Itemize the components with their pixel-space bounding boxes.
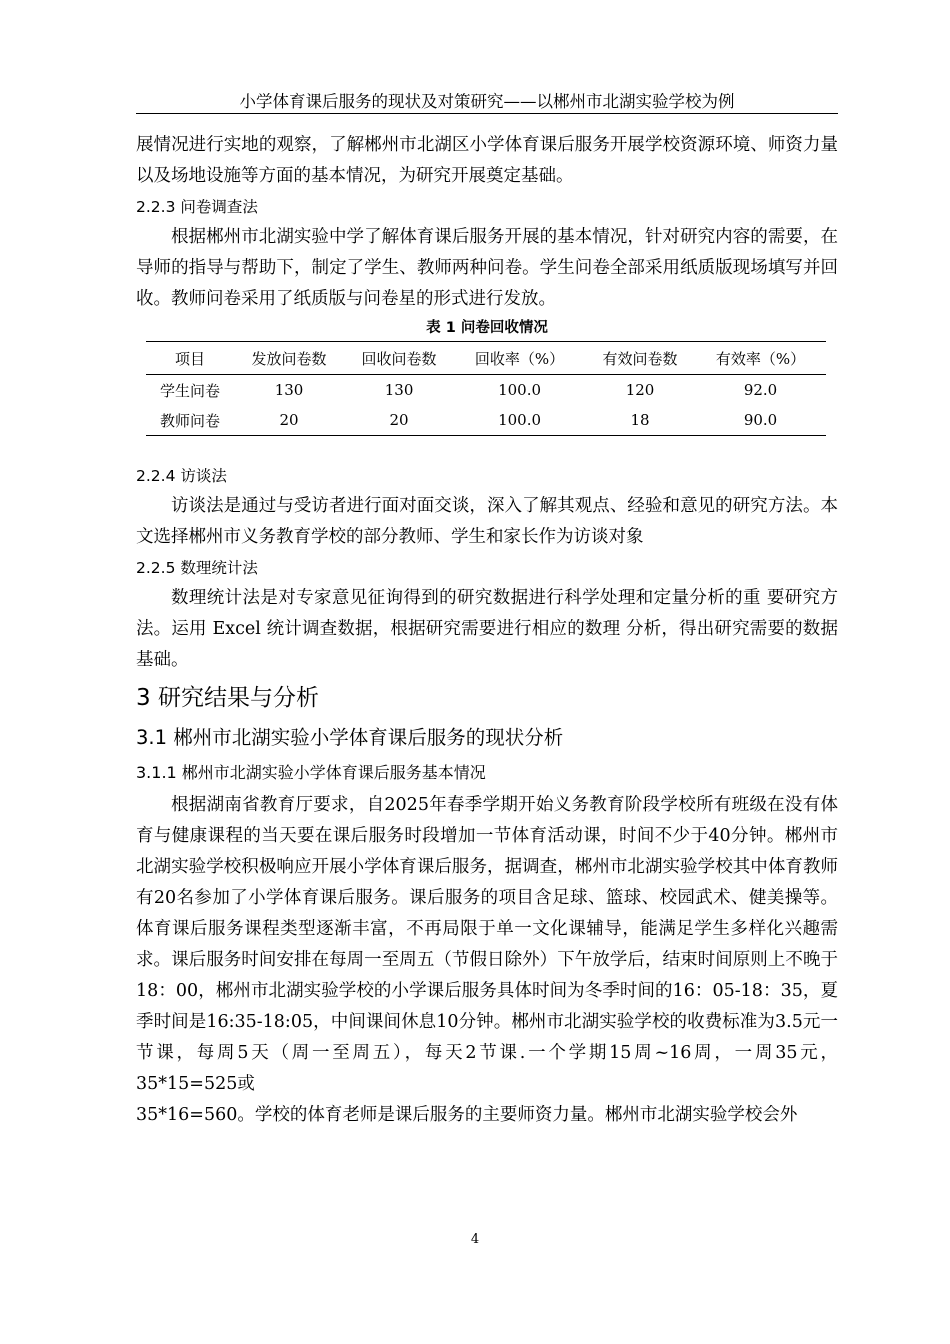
paragraph-interview: 访谈法是通过与受访者进行面对面交谈，深入了解其观点、经验和意见的研究方法。本文选择郴州市义务教育学校的部分教师、学生和家长作为访谈对象 bbox=[136, 496, 838, 547]
paragraph-intro: 展情况进行实地的观察，了解郴州市北湖区小学体育课后服务开展学校资源环境、师资力量以及场地设施等方面的基本情况，为研究开展奠定基础。 bbox=[136, 135, 838, 186]
table-header-cell: 有效率（%） bbox=[695, 342, 826, 375]
table-header-cell: 回收问卷数 bbox=[344, 342, 454, 375]
table-header-cell: 项目 bbox=[146, 342, 234, 375]
table-header-row bbox=[146, 342, 826, 375]
table-header-cell: 有效问卷数 bbox=[585, 342, 695, 375]
paragraph-status: 根据湖南省教育厅要求，自2025年春季学期开始义务教育阶段学校所有班级在没有体育与健康课程的当天要在课后服务时段增加一节体育活动课，时间不少于40分钟。郴州市北湖实验学校积极响应开展小学体育课后服务，据调查，郴州市北湖实验学校其中体育教师有20名参加了小学体育课后服务。课后服务的项目含足球、篮球、校园武术、健美操等。体育课后服务课程类型逐渐丰富，不再局限于单一文化课辅导，能满足学生多样化兴趣需求。课后服务时间安排在每周一至周五（节假日除外）下午放学后，结束时间原则上不晚于18：00，郴州市北湖实验学校的小学课后服务具体时间为冬季时间的16：05-18：35，夏季时间是16:35-18:05，中间课间休息10分钟。郴州市北湖实验学校的收费标准为3.5元一节课，每周5天（周一至周五），每天2节课.一个学期15周~16周，一周35元，35*15=525或 bbox=[136, 795, 838, 1094]
table-cell: 100.0 bbox=[498, 381, 542, 399]
paragraph-status-tail: 35*16=560。学校的体育老师是课后服务的主要师资力量。郴州市北湖实验学校会外 bbox=[136, 1105, 798, 1125]
heading-3-1-1: 3.1.1 郴州市北湖实验小学体育课后服务基本情况 bbox=[136, 763, 486, 782]
table-row bbox=[146, 375, 826, 406]
heading-3: 3 研究结果与分析 bbox=[136, 685, 319, 711]
table-cell: 18 bbox=[585, 405, 695, 436]
table-cell: 120 bbox=[625, 381, 655, 399]
running-header: 小学体育课后服务的现状及对策研究——以郴州市北湖实验学校为例 bbox=[239, 92, 735, 111]
table-caption: 表 1 问卷回收情况 bbox=[426, 320, 548, 336]
table-cell: 90.0 bbox=[695, 405, 826, 436]
table-cell: 130 bbox=[274, 381, 304, 399]
table-header-cell: 发放问卷数 bbox=[234, 342, 344, 375]
table-cell: 学生问卷 bbox=[160, 381, 221, 400]
heading-2-2-3: 2.2.3 问卷调查法 bbox=[136, 198, 258, 216]
header-rule bbox=[136, 113, 838, 114]
heading-2-2-5: 2.2.5 数理统计法 bbox=[136, 559, 258, 577]
questionnaire-table bbox=[146, 341, 826, 436]
page-number: 4 bbox=[470, 1232, 480, 1247]
table-cell: 100.0 bbox=[454, 405, 585, 436]
table-cell: 130 bbox=[384, 381, 414, 399]
table-cell: 92.0 bbox=[743, 381, 778, 399]
heading-3-1: 3.1 郴州市北湖实验小学体育课后服务的现状分析 bbox=[136, 726, 564, 749]
spacer bbox=[136, 436, 838, 461]
table-cell: 20 bbox=[344, 405, 454, 436]
table-cell: 20 bbox=[234, 405, 344, 436]
heading-2-2-4: 2.2.4 访谈法 bbox=[136, 467, 227, 485]
table-cell: 教师问卷 bbox=[146, 405, 234, 436]
paragraph-questionnaire: 根据郴州市北湖实验中学了解体育课后服务开展的基本情况，针对研究内容的需要，在导师的指导与帮助下，制定了学生、教师两种问卷。学生问卷全部采用纸质版现场填写并回收。教师问卷采用了纸质版与问卷星的形式进行发放。 bbox=[136, 227, 838, 309]
paragraph-statistics: 数理统计法是对专家意见征询得到的研究数据进行科学处理和定量分析的重 要研究方法。运用 Excel 统计调查数据，根据研究需要进行相应的数理 分析，得出研究需要的数据基础。 bbox=[136, 588, 838, 670]
page-body bbox=[136, 130, 838, 1131]
table-row bbox=[146, 405, 826, 436]
table-header-cell: 回收率（%） bbox=[454, 342, 585, 375]
